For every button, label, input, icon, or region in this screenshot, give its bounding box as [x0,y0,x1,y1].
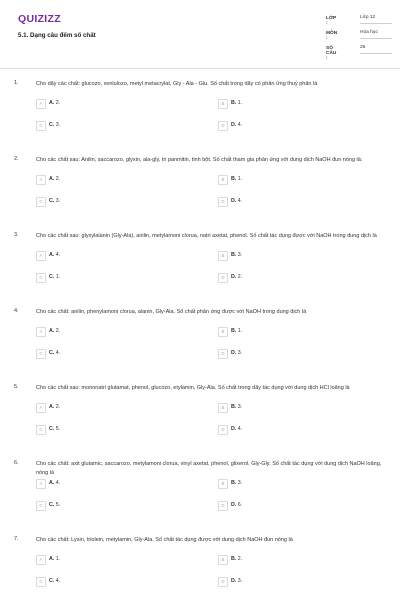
option-text [49,578,60,584]
option-value: 1. [237,100,243,106]
option-value: 5. [55,502,61,508]
option-value: 3. [55,198,61,204]
option-letter-badge[interactable]: A [36,327,46,337]
question-item [0,448,400,524]
option-label: B. [231,252,237,258]
option-label: A. [49,176,55,182]
option-text [231,502,242,508]
option-value: 3. [237,252,243,258]
question-text: Cho các chất sau: glyxylalanin (Gly-Ala), anilin, metylamoni clorua, natri axetat, phenol. Số chất tác dụng được với NaOH trong dung dịch là [36,233,377,239]
option-label: D. [231,198,237,204]
option-label: A. [49,404,55,410]
option-letter-badge[interactable]: C [36,349,46,359]
question-item [0,372,400,448]
option-text [231,404,242,410]
meta-label: SỐ CÂU : [326,46,337,61]
option-letter-badge[interactable]: B [218,251,228,261]
option-letter-badge[interactable]: C [36,425,46,435]
option-text [231,328,242,334]
meta-label: MÔN : [326,31,338,41]
option-label: B. [231,100,237,106]
option-label: D. [231,350,237,356]
option-text [49,198,60,204]
question-number: 3. [14,232,19,238]
option-text [49,350,60,356]
option-letter-badge[interactable]: A [36,99,46,109]
option-text [49,274,60,280]
option-letter-badge[interactable]: A [36,251,46,261]
option-text [49,404,60,410]
option-label: B. [231,176,237,182]
option-letter-badge[interactable]: C [36,273,46,283]
question-number: 5. [14,384,19,390]
question-list [0,68,400,600]
option-letter-badge[interactable]: B [218,555,228,565]
question-text: Cho dãy các chất: glucozo, xenlulozo, metyl metacrylat, Gly - Ala - Glu. Số chất trong dãy có phản ứng thuỷ phân là [36,81,318,87]
question-text: Cho các chất sau: mononatri glutamat, phenol, glucozo, etylamin, Gly-Ala. Số chất trong dãy tác dụng với dung dịch HCl loãng là [36,385,350,391]
option-label: C. [49,426,55,432]
option-text [49,122,60,128]
option-label: A. [49,480,55,486]
option-label: B. [231,404,237,410]
option-letter-badge[interactable]: B [218,99,228,109]
option-letter-badge[interactable]: D [218,197,228,207]
option-letter-badge[interactable]: A [36,403,46,413]
option-text [49,426,60,432]
option-value: 6. [237,502,243,508]
option-value: 4. [55,480,61,486]
option-text [49,328,60,334]
worksheet-title: 5.1. Dạng câu đếm số chất [18,32,96,39]
option-letter-badge[interactable]: D [218,501,228,511]
question-text: Cho các chất: Lysin, triolein, metylamin, Gly-Ala. Số chất tác dụng được với dung dịch NaOH đun nóng là [36,537,293,543]
option-text [49,252,60,258]
option-letter-badge[interactable]: B [218,403,228,413]
option-text [231,480,242,486]
option-text [231,122,242,128]
option-text [49,502,60,508]
option-letter-badge[interactable]: D [218,577,228,587]
question-number: 6. [14,460,19,466]
option-text [49,100,60,106]
option-value: 4. [237,198,243,204]
option-label: C. [49,578,55,584]
option-value: 2. [55,176,61,182]
option-label: B. [231,328,237,334]
option-value: 3. [237,578,243,584]
option-text [231,274,242,280]
question-number: 7. [14,536,19,542]
option-value: 2. [237,274,243,280]
option-label: C. [49,502,55,508]
option-value: 4. [55,578,61,584]
option-label: C. [49,274,55,280]
question-item [0,220,400,296]
option-letter-badge[interactable]: C [36,121,46,131]
option-text [231,198,242,204]
option-letter-badge[interactable]: A [36,479,46,489]
option-label: A. [49,328,55,334]
option-letter-badge[interactable]: D [218,121,228,131]
option-text [231,426,242,432]
option-text [49,176,60,182]
option-value: 4. [55,252,61,258]
option-letter-badge[interactable]: B [218,327,228,337]
option-letter-badge[interactable]: C [36,501,46,511]
option-value: 4. [237,426,243,432]
quizizz-logo: QUIZIZZ [18,13,61,25]
option-value: 3. [55,122,61,128]
option-value: 1. [237,176,243,182]
question-text: Cho các chất: axit glutamic, saccarozo, metylamoni clorua, vinyl axetat, phenol, glixerol, Gly-Gly. Số chất tác dụng với dung dịch NaOH loãng, nóng là [36,461,382,476]
question-item [0,68,400,144]
option-label: A. [49,252,55,258]
option-value: 3. [237,350,243,356]
question-item [0,296,400,372]
question-number: 2. [14,156,19,162]
option-label: B. [231,556,237,562]
option-text [231,176,242,182]
option-label: B. [231,480,237,486]
meta-value: Hóa học [360,30,392,39]
option-text [231,100,242,106]
option-letter-badge[interactable]: D [218,273,228,283]
option-text [49,556,60,562]
option-letter-badge[interactable]: B [218,479,228,489]
meta-value: Lớp 12 [360,15,392,24]
option-label: C. [49,350,55,356]
option-text [231,350,242,356]
option-letter-badge[interactable]: B [218,175,228,185]
option-value: 1. [55,274,61,280]
question-number: 1. [14,80,19,86]
question-item [0,144,400,220]
question-text: Cho các chất: anilin, phenylamoni clorua, alanin, Gly-Ala. Số chất phản ứng được với NaOH trong dung dịch là [36,309,307,315]
option-letter-badge[interactable]: C [36,197,46,207]
option-label: C. [49,122,55,128]
option-label: D. [231,502,237,508]
option-value: 1. [55,556,61,562]
option-value: 2. [55,328,61,334]
option-text [49,480,60,486]
option-label: D. [231,578,237,584]
option-label: C. [49,198,55,204]
option-value: 2. [237,556,243,562]
option-value: 3. [237,404,243,410]
option-value: 2. [55,404,61,410]
option-value: 2. [55,100,61,106]
option-text [231,578,242,584]
option-letter-badge[interactable]: D [218,349,228,359]
option-label: A. [49,556,55,562]
meta-value: 25 [360,45,392,54]
worksheet-header [0,0,400,69]
option-label: A. [49,100,55,106]
option-label: D. [231,274,237,280]
option-value: 5. [55,426,61,432]
option-letter-badge[interactable]: A [36,555,46,565]
option-value: 1. [237,328,243,334]
option-text [231,252,242,258]
option-text [231,556,242,562]
option-value: 4. [237,122,243,128]
option-letter-badge[interactable]: C [36,577,46,587]
option-label: D. [231,426,237,432]
question-text: Cho các chất sau: Anilin, saccarozo, glyxin, ala-gly, tri panmitin, tinh bột. Số chất tham gia phản ứng với dung dịch NaOH đun nóng là: [36,157,363,163]
option-value: 4. [55,350,61,356]
question-item [0,524,400,600]
option-value: 3. [237,480,243,486]
question-number: 4. [14,308,19,314]
option-letter-badge[interactable]: A [36,175,46,185]
option-label: D. [231,122,237,128]
meta-label: LỚP : [326,16,337,26]
option-letter-badge[interactable]: D [218,425,228,435]
